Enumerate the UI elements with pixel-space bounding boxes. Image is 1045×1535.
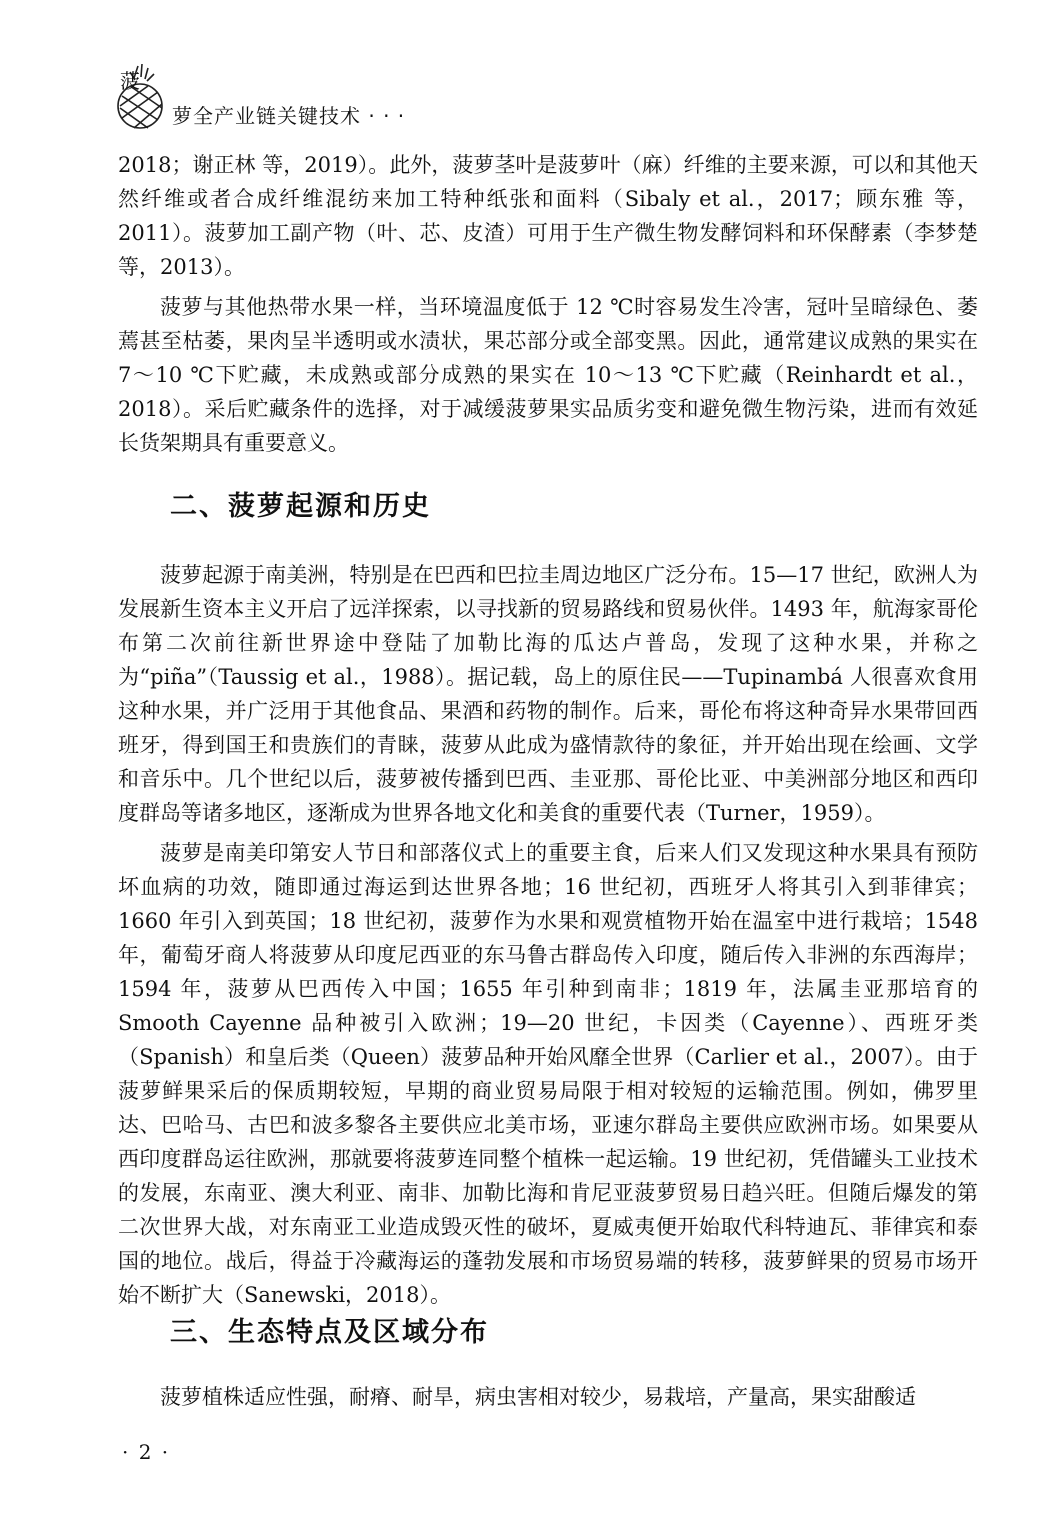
intro-paragraph-2: 菠萝与其他热带水果一样，当环境温度低于 12 ℃时容易发生冷害，冠叶呈暗绿色、萎蔫甚至枯萎，果肉呈半透明或水渍状，果芯部分或全部变黑。因此，通常建议成熟的果实在 7～10 ℃下贮藏，未成熟或部分成熟的果实在 10～13 ℃下贮藏（Reinhardt et al.，2018）。采后贮藏条件的选择，对于减缓菠萝果实品质劣变和避免微生物污染，进而有效延长货架期具有重要意义。 (118, 295, 978, 455)
origin-paragraph-1: 菠萝起源于南美洲，特别是在巴西和巴拉圭周边地区广泛分布。15—17 世纪，欧洲人为发展新生资本主义开启了远洋探索，以寻找新的贸易路线和贸易伙伴。1493 年，航海家哥伦布第二次前往新世界途中登陆了加勒比海的瓜达卢普岛，发现了这种水果，并称之为“piña”（Taussig et al.，1988）。据记载，岛上的原住民——Tupinambá 人很喜欢食用这种水果，并广泛用于其他食品、果酒和药物的制作。后来，哥伦布将这种奇异水果带回西班牙，得到国王和贵族们的青睐，菠萝从此成为盛情款待的象征，并开始出现在绘画、文学和音乐中。几个世纪以后，菠萝被传播到巴西、圭亚那、哥伦比亚、中美洲部分地区和西印度群岛等诸多地区，逐渐成为世界各地文化和美食的重要代表（Turner，1959）。 (118, 563, 978, 825)
section-heading-ecology: 三、生态特点及区域分布 (170, 1317, 489, 1348)
section-origin-body (118, 558, 978, 1312)
page-number: · 2 · (122, 1440, 171, 1464)
book-title-first-char: 萝 (172, 104, 193, 128)
section-heading-origin: 二、菠萝起源和历史 (170, 491, 431, 522)
intro-block (118, 148, 978, 460)
section-ecology-body (118, 1380, 978, 1414)
intro-paragraph-1: 2018；谢正林 等，2019）。此外，菠萝茎叶是菠萝叶（麻）纤维的主要来源，可以和其他天然纤维或者合成纤维混纺来加工特种纸张和面料（Sibaly et al.，2017；顾东雅 等，2011）。菠萝加工副产物（叶、芯、皮渣）可用于生产微生物发酵饲料和环保酵素（李梦楚 等，2013）。 (118, 153, 978, 279)
book-title-rest: 全产业链关键技术 · · · (193, 104, 406, 128)
pineapple-icon (108, 62, 172, 130)
origin-paragraph-2: 菠萝是南美印第安人节日和部落仪式上的重要主食，后来人们又发现这种水果具有预防坏血病的功效，随即通过海运到达世界各地；16 世纪初，西班牙人将其引入到菲律宾；1660 年引入到英国；18 世纪初，菠萝作为水果和观赏植物开始在温室中进行栽培；1548 年，葡萄牙商人将菠萝从印度尼西亚的东马鲁古群岛传入印度，随后传入非洲的东西海岸；1594 年，菠萝从巴西传入中国；1655 年引种到南非；1819 年，法属圭亚那培育的 Smooth Cayenne 品种被引入欧洲；19—20 世纪，卡因类（Cayenne）、西班牙类（Spanish）和皇后类（Queen）菠萝品种开始风靡全世界（Carlier et al.，2007）。由于菠萝鲜果采后的保质期较短，早期的商业贸易局限于相对较短的运输范围。例如，佛罗里达、巴哈马、古巴和波多黎各主要供应北美市场，亚速尔群岛主要供应欧洲市场。如果要从西印度群岛运往欧洲，那就要将菠萝连同整个植株一起运输。19 世纪初，凭借罐头工业技术的发展，东南亚、澳大利亚、南非、加勒比海和肯尼亚菠萝贸易日趋兴旺。但随后爆发的第二次世界大战，对东南亚工业造成毁灭性的破坏，夏威夷便开始取代科特迪瓦、菲律宾和泰国的地位。战后，得益于冷藏海运的蓬勃发展和市场贸易端的转移，菠萝鲜果的贸易市场开始不断扩大（Sanewski，2018）。 (118, 841, 978, 1307)
ecology-paragraph-1: 菠萝植株适应性强，耐瘠、耐旱，病虫害相对较少，易栽培，产量高，果实甜酸适 (160, 1385, 916, 1409)
book-title (172, 100, 405, 129)
header-logo-char: 菠 (120, 69, 140, 93)
running-header (108, 62, 406, 132)
